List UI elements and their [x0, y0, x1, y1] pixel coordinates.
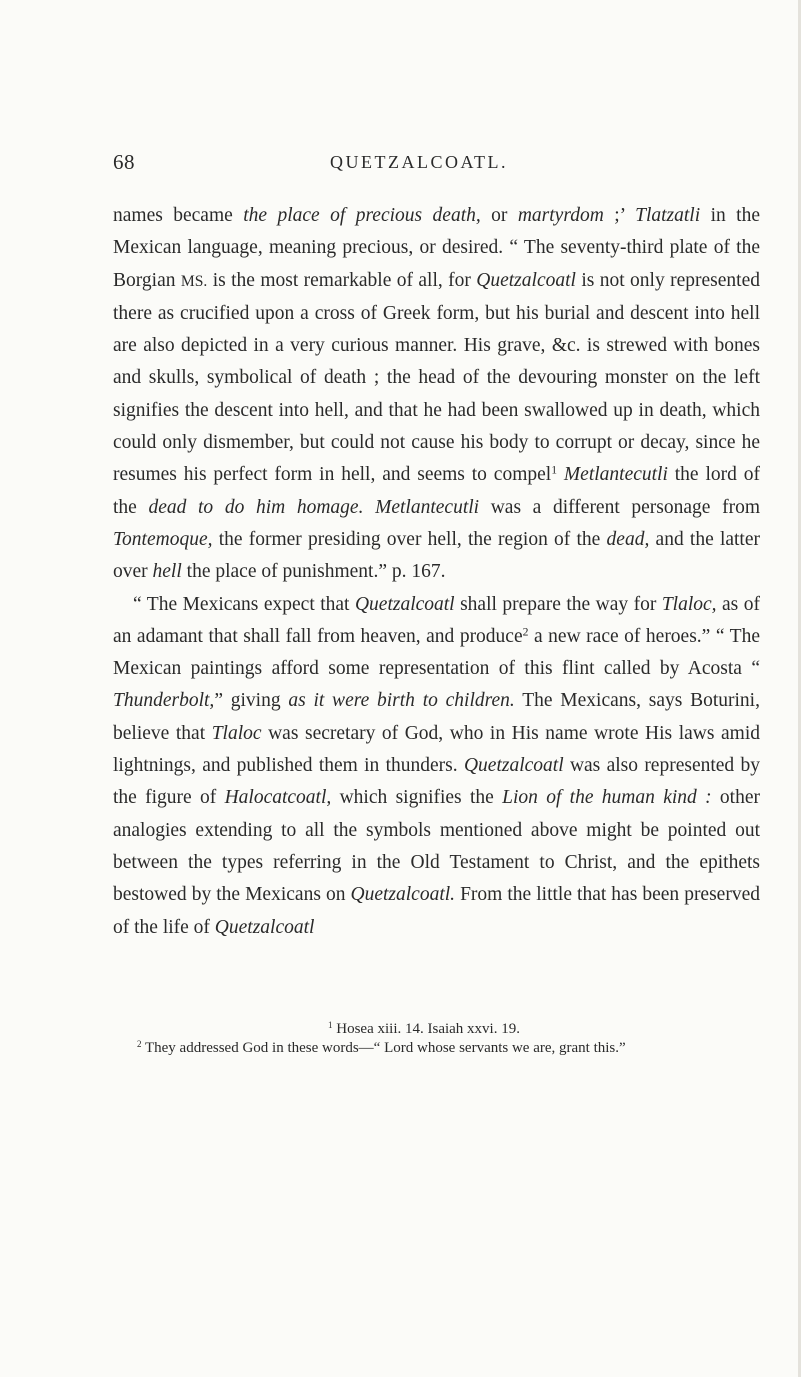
text-run: is the most remarkable of all, for [207, 269, 477, 291]
italic-text: Tlatzatli [635, 205, 701, 226]
italic-text: Thunderbolt, [113, 690, 215, 712]
italic-text: Quetzalcoatl [463, 755, 564, 777]
footnote-2 [113, 1039, 760, 1058]
footnotes [113, 1020, 760, 1058]
text-run: or [480, 205, 518, 226]
text-run: the lord of the [113, 464, 760, 518]
text-run: was a different personage from [479, 496, 760, 518]
footnote-text: Hosea xiii. 14. Isaiah xxvi. 19. [336, 1021, 520, 1037]
italic-text: Quetzalcoatl [476, 269, 576, 291]
text-run: as of an adamant that shall fall from heaven, and produce [113, 593, 760, 647]
text-run: shall prepare the way for [454, 593, 662, 615]
text-run [557, 464, 564, 485]
text-run: From the little that has been preserved of the life of [113, 884, 760, 938]
running-title: QUETZALCOATL. [330, 152, 508, 172]
italic-text: Tlaloc [211, 722, 262, 744]
italic-text: Quetzalcoatl [214, 916, 315, 938]
text-run: other analogies extending to all the symbols mentioned above might be pointed out between the types referring in the Old Testament to Christ, and the epithets bestowed by the Mexicans on [113, 787, 760, 906]
text-run: ;’ [603, 205, 636, 226]
italic-text: dead to do him homage. [148, 496, 364, 518]
footnote-reference: 2 [522, 625, 529, 639]
italic-text: dead, [606, 528, 650, 550]
italic-text: the place of precious death, [243, 205, 481, 226]
footnote-reference: 1 [551, 463, 558, 477]
italic-text: Lion of the human kind : [502, 787, 712, 809]
italic-text: Halocatcoatl, [224, 787, 332, 809]
body-text [113, 200, 760, 944]
italic-text: martyrdom [517, 205, 604, 226]
text-run: “ The Mexicans expect that [133, 593, 355, 615]
body-paragraph [113, 200, 760, 589]
text-run [363, 497, 375, 518]
page-header [0, 150, 801, 180]
text-run: is not only represented there as crucified upon a cross of Greek form, but his burial and descent into hell are also depicted in a very curious manner. His grave, &c. is strewed with bones and skulls, symbolical of death ; the head of the devouring monster on the left signifies the descent into hell, and that he had been swallowed up in death, which could only dismember, but could not cause his body to corrupt or decay, since he resumes his perfect form in hell, and seems to compel [113, 269, 760, 486]
text-run: ” giving [214, 690, 289, 712]
text-run: MS. [180, 272, 208, 290]
italic-text: as it were birth to children. [288, 690, 515, 712]
footnote-marker: 2 [137, 1039, 142, 1050]
footnote-marker: 1 [328, 1020, 333, 1031]
text-run: was secretary of God, who in His name wrote His laws amid lightnings, and published them in thunders. [113, 722, 760, 777]
text-run: The Mexicans, says Boturini, believe that [113, 690, 760, 744]
italic-text: Quetzalcoatl. [350, 884, 456, 906]
text-run: was also represented by the figure of [113, 755, 760, 809]
text-run: a new race of heroes.” “ The Mexican paintings afford some representation of this flint called by Acosta “ [113, 625, 760, 680]
italic-text: hell [152, 561, 182, 583]
body-paragraph [113, 589, 760, 944]
text-run: which signifies the [331, 787, 503, 809]
text-run: the place of punishment.” p. 167. [181, 561, 446, 583]
text-run: in the Mexican language, meaning precious, or desired. “ The seventy-third plate of the Borgian [113, 205, 760, 291]
italic-text: Metlantecutli [375, 496, 480, 518]
footnote-1 [113, 1020, 760, 1039]
text-run: the former presiding over hell, the region of the [212, 528, 607, 550]
italic-text: Tlaloc, [661, 593, 717, 615]
text-run: names became [113, 205, 244, 226]
footnote-text: They addressed God in these words—“ Lord whose servants we are, grant this.” [144, 1040, 626, 1056]
page-number: 68 [113, 150, 135, 174]
italic-text: Metlantecutli [563, 464, 668, 486]
italic-text: Quetzalcoatl [354, 593, 455, 615]
text-run: and the latter over [113, 528, 760, 583]
italic-text: Tontemoque, [113, 528, 213, 550]
